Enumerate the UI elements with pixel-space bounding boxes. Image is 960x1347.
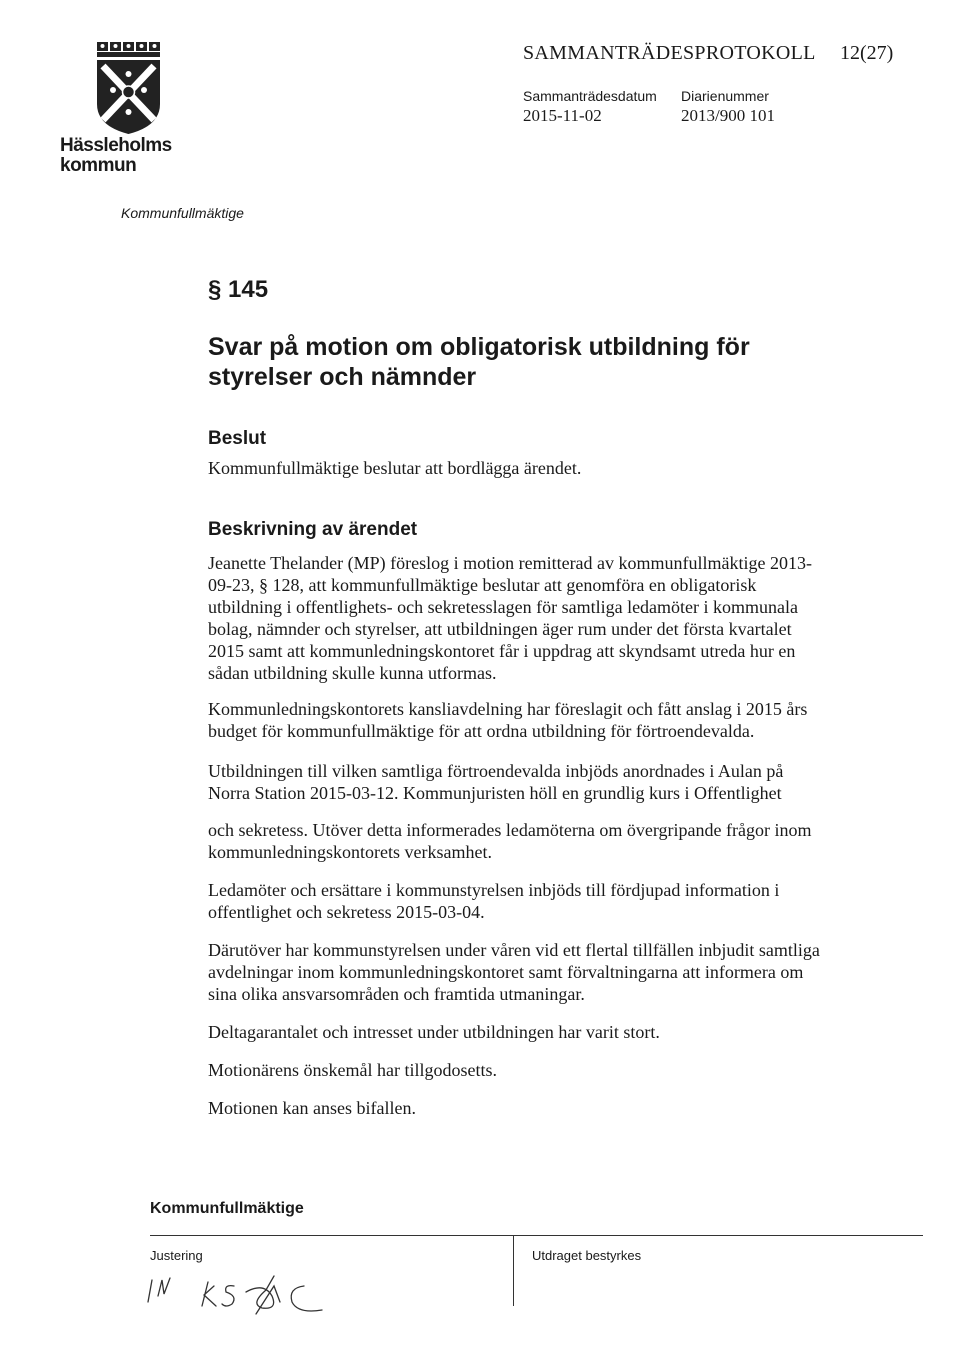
description-heading: Beskrivning av ärendet <box>208 519 418 540</box>
description-paragraph: Därutöver har kommunstyrelsen under våren vid ett flertal tillfällen inbjudit samtliga avdelningar inom kommunledningskontoret samt förvaltningarna att informera om sina olika ansvarsområden och framtida utmaningar. <box>208 940 820 1004</box>
description-paragraph: och sekretess. Utöver detta informerades ledamöterna om övergripande frågor inom kommunledningskontorets verksamhet. <box>208 820 812 862</box>
verification-label: Justering <box>150 1248 203 1263</box>
coat-of-arms-logo <box>93 40 165 136</box>
reference-label: Diarienummer <box>681 88 769 104</box>
description-paragraph: Motionen kan anses bifallen. <box>208 1098 416 1118</box>
footer-body-label: Kommunfullmäktige <box>150 1200 304 1217</box>
description-paragraph: Utbildningen till vilken samtliga förtroendevalda inbjöds anordnades i Aulan på Norra Station 2015-03-12. Kommunjuristen höll en grundlig kurs i Offentlighet <box>208 761 784 803</box>
description-paragraph: Ledamöter och ersättare i kommunstyrelsen inbjöds till fördjupad information i offentlighet och sekretess 2015-03-04. <box>208 880 780 922</box>
paragraph-number: § 145 <box>208 276 269 303</box>
footer-divider <box>150 1235 923 1236</box>
description-paragraph: Motionärens önskemål har tillgodosetts. <box>208 1060 497 1080</box>
footer-column-divider <box>513 1236 514 1306</box>
page-number: 12(27) <box>840 42 894 64</box>
signature-initials <box>142 1262 342 1322</box>
organization-name: Hässleholms kommun <box>60 135 172 176</box>
meeting-date-label: Sammanträdesdatum <box>523 88 657 104</box>
item-title: Svar på motion om obligatorisk utbildning för styrelser och nämnder <box>208 333 750 391</box>
description-paragraph: Jeanette Thelander (MP) föreslog i motion remitterad av kommunfullmäktige 2013-09-23, § 128, att kommunfullmäktige beslutar att genomföra en obligatorisk utbildning i offentlighets- och sekretesslagen för samtliga ledamöter i kommunala bolag, nämnder och styrelser, att utbildningen äger rum under det första kvartalet 2015 samt att kommunledningskontoret får i uppdrag att skyndsamt utreda hur en sådan utbildning skulle kunna utformas. <box>208 553 813 683</box>
reference-number: 2013/900 101 <box>681 106 775 125</box>
section-body-label: Kommunfullmäktige <box>121 205 244 221</box>
decision-heading: Beslut <box>208 428 267 449</box>
meeting-date: 2015-11-02 <box>523 106 602 125</box>
description-paragraph: Deltagarantalet och intresset under utbildningen har varit stort. <box>208 1022 660 1042</box>
extract-label: Utdraget bestyrkes <box>532 1248 642 1263</box>
description-paragraph: Kommunledningskontorets kansliavdelning har föreslagit och fått anslag i 2015 års budget för kommunfullmäktige för att ordna utbildning för förtroendevalda. <box>208 699 808 741</box>
decision-text: Kommunfullmäktige beslutar att bordlägga ärendet. <box>208 458 582 478</box>
document-type: SAMMANTRÄDESPROTOKOLL <box>523 42 816 64</box>
